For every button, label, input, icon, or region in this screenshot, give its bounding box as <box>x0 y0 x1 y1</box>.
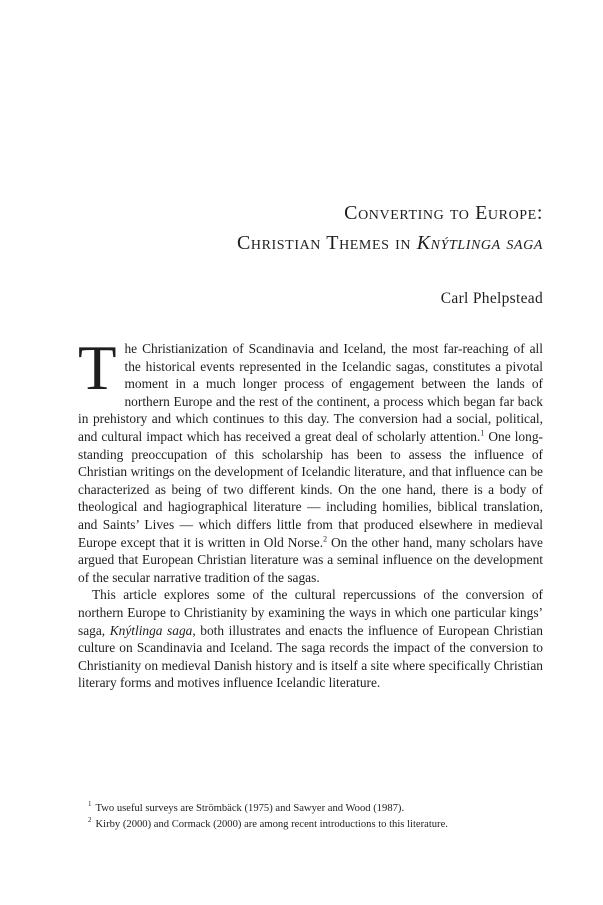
article-body <box>78 333 543 692</box>
footnote-2 <box>88 817 548 833</box>
paragraph-1 <box>78 333 543 586</box>
title-line-1: Converting to Europe: <box>344 202 543 224</box>
footnote-ref-1[interactable]: 1 <box>480 428 485 438</box>
footnote-text-1: Two useful surveys are Strömbäck (1975) and Sawyer and Wood (1987). <box>95 803 405 814</box>
footnote-ref-2[interactable]: 2 <box>323 534 328 544</box>
paragraph-1-text-b: One long-standing preoccupation of this scholarship has been to assess the influence of Christian writings on the development of Icelandic literature, and that influence can be characterized as being of two different kinds. On the one hand, there is a body of theological and hagiographical literature — including homilies, biblical translation, and Saints’ Lives — which differs little from that produced elsewhere in medieval Europe except that it is written in Old Norse. <box>78 428 543 550</box>
footnote-1 <box>88 801 548 817</box>
title-line-2-prefix: Christian Themes in <box>236 232 417 254</box>
footnotes <box>88 801 548 833</box>
footnote-mark-1: 1 <box>88 800 92 809</box>
paragraph-1-text-c: On the other hand, many scholars have argued that European Christian literature was a seminal influence on the development of the secular narrative tradition of the sagas. <box>78 534 543 585</box>
saga-title-italic: Knýtlinga saga <box>109 622 193 638</box>
author-name: Carl Phelpstead <box>440 290 543 307</box>
paragraph-2 <box>78 586 543 692</box>
paragraph-2-text-a: This article explores some of the cultural repercussions of the conversion of northern Europe to Christianity by examining the ways in which one particular kings’ saga, <box>78 587 543 638</box>
footnote-mark-2: 2 <box>88 816 92 825</box>
paragraph-1-text-a: he Christianization of Scandinavia and Iceland, the most far-reaching of all the historical events represented in the Icelandic sagas, constitutes a pivotal moment in a much longer process of engagement between the lands of northern Europe and the rest of the continent, a process which began far back in prehistory and which continues to this day. The conversion had a social, political, and cultural impact which has received a great deal of scholarly attention. <box>78 341 543 444</box>
title-line-2-italic: Knýtlinga saga <box>416 232 543 254</box>
title-line-2 <box>0 230 543 256</box>
drop-cap: T <box>78 333 117 403</box>
article-title <box>0 200 543 256</box>
paragraph-2-text-b: , both illustrates and enacts the influence of European Christian culture on Scandinavia and Iceland. The saga records the impact of the conversion to Christianity on medieval Danish history and is itself a site where specifically Christian literary forms and motives influence Icelandic literature. <box>78 622 543 691</box>
footnote-text-2: Kirby (2000) and Cormack (2000) are among recent introductions to this literature. <box>95 819 448 830</box>
